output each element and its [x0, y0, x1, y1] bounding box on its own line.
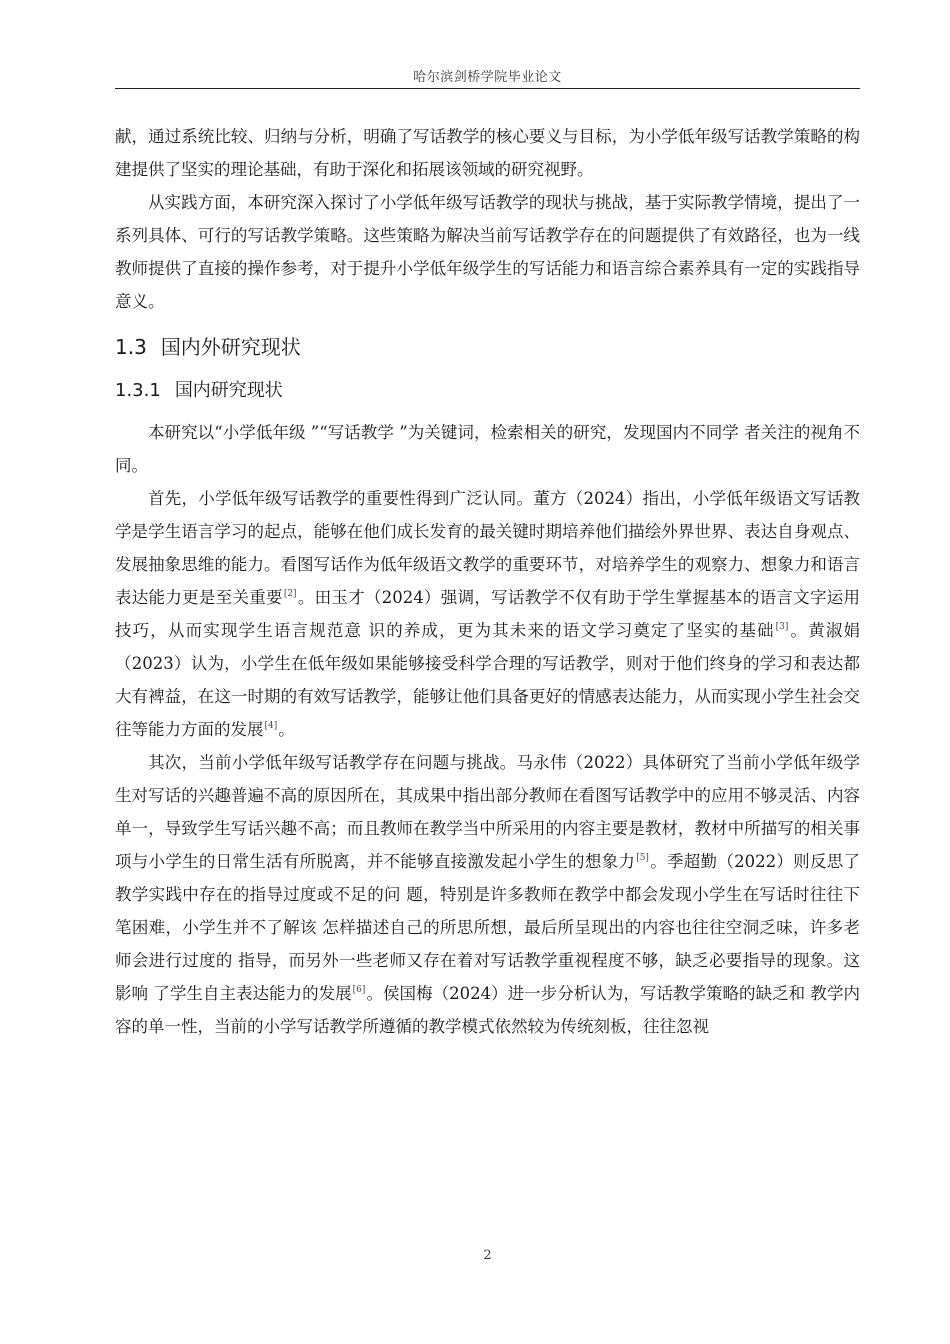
subsection-title: 国内研究现状	[174, 380, 283, 401]
document-body	[115, 120, 860, 1043]
text-segment: 首先，小学低年级写话教学的重要性得到广泛认同。董方（2024）指出，小学低年级语文写话教学是学生语言学习的起点，能够在他们成长发育的最关键时期培养他们描绘外界世界、表达自身观点、发展抽象思维的能力。看图写话作为低年级语文教学的重要环节，对培养学生的观察力、想象力和语言表达能力更是至关重要	[115, 489, 860, 607]
subsection-number: 1.3.1	[115, 380, 161, 401]
citation-3: [3]	[775, 622, 789, 632]
paragraph-keywords: 本研究以“小学低年级 ”“写话教学 ”为关键词，检索相关的研究，发现国内不同学 者关注的视角不同。	[115, 423, 860, 475]
paragraph-continued: 献，通过系统比较、归纳与分析，明确了写话教学的核心要义与目标，为小学低年级写话教学策略的构建提供了坚实的理论基础，有助于深化和拓展该领域的研究视野。	[115, 127, 860, 179]
text-segment: 。季超勤（2022）则反思了教学实践中存在的指导过度或不足的问 题，特别是许多教师在教学中都会发现小学生在写话时往往下笔困难，小学生并不了解该 怎样描述自己的所思所想，最后所呈现出的内容也往往空洞乏味，许多老师会进行过度的 指导，而另外一些老师又存在着对写话教学重视程度不够，缺乏必要指导的现象。这影响 了学生自主表达能力的发展	[115, 852, 861, 1003]
text-segment: 。黄淑娟（2023）认为，小学生在低年级如果能够接受科学合理的写话教学，则对于他们终身的学习和表达都大有裨益，在这一时期的有效写话教学，能够让他们具备更好的情感表达能力，从而实现小学生社会交往等能力方面的发展	[115, 621, 861, 739]
text-segment: 其次，当前小学低年级写话教学存在问题与挑战。马永伟（2022）具体研究了当前小学低年级学生对写话的兴趣普遍不高的原因所在，其成果中指出部分教师在看图写话教学中的应用不够灵活、内容单一，导致学生写话兴趣不高；而且教师在教学当中所采用的内容主要是教材，教材中所描写的相关事项与小学生的日常生活有所脱离，并不能够直接激发起小学生的想象力	[115, 753, 860, 871]
subsection-heading-1-3-1	[115, 374, 860, 408]
citation-4: [4]	[264, 721, 278, 731]
running-header: 哈尔滨剑桥学院毕业论文	[413, 70, 562, 85]
section-title: 国内外研究现状	[160, 335, 301, 359]
text-segment: 。侯国梅（2024）进一步分析认为，写话教学策略的缺乏和 教学内容的单一性，当前的小学写话教学所遵循的教学模式依然较为传统刻板，往往忽视	[115, 984, 860, 1036]
citation-5: [5]	[636, 853, 649, 863]
section-number: 1.3	[115, 335, 147, 359]
paragraph-importance	[115, 482, 860, 746]
text-segment: 。田玉才（2024）强调，写话教学不仅有助于学生掌握基本的语言文字运用技巧，从而实现学生语言规范意 识的养成，更为其未来的语文学习奠定了坚实的基础	[115, 588, 861, 640]
text-segment: 。	[278, 720, 295, 739]
header-rule	[115, 88, 860, 89]
section-heading-1-3	[115, 330, 860, 364]
citation-2: [2]	[283, 589, 297, 599]
paragraph-problems	[115, 746, 860, 1043]
page-number: 2	[483, 1248, 492, 1263]
paragraph-practical-significance: 从实践方面，本研究深入探讨了小学低年级写话教学的现状与挑战，基于实际教学情境，提出了一系列具体、可行的写话教学策略。这些策略为解决当前写话教学存在的问题提供了有效路径，也为一线教师提供了直接的操作参考，对于提升小学低年级学生的写话能力和语言综合素养具有一定的实践指导意义。	[115, 193, 860, 311]
citation-6: [6]	[352, 985, 366, 995]
